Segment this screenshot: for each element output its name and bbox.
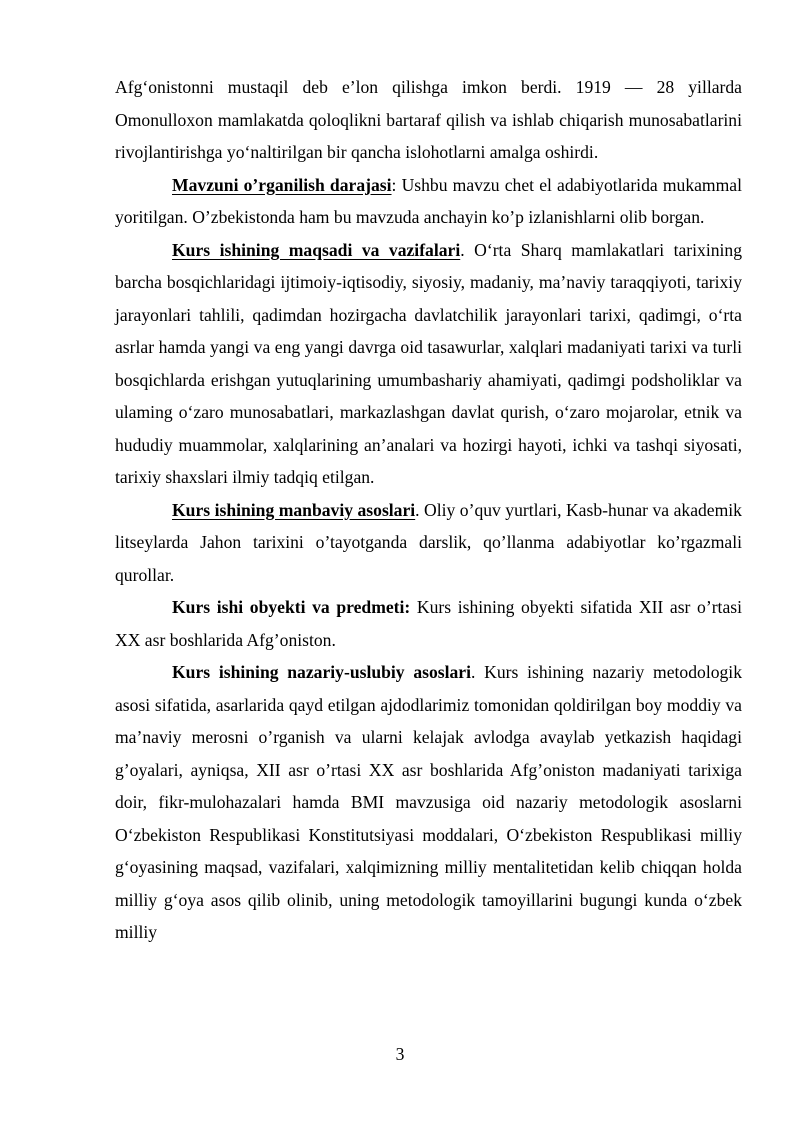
paragraph-body: Afg‘onistonni mustaqil deb e’lon qilishga imkon berdi. 1919 — 28 yillarda Omonulloxon mamlakatda qoloqlikni bartaraf qilish va ishlab chiqarish munosabatlarini rivojlantirishga yo‘naltirilgan bir qancha islohotlarni amalga oshirdi. [115, 77, 742, 162]
section-heading-goals: Kurs ishining maqsadi va vazifalari [172, 239, 461, 260]
paragraph-research-level [115, 169, 742, 234]
paragraph-methodology [115, 656, 742, 949]
paragraph-body: Kurs ishining obyekti sifatida XII asr o’rtasi XX asr boshlarida Afg’oniston. [115, 597, 742, 650]
paragraph-body: Ushbu mavzu chet el adabiyotlarida mukammal yoritilgan. O’zbekistonda ham bu mavzuda anchayin ko’p izlanishlarni olib borgan. [115, 174, 742, 227]
heading-separator: . [415, 499, 420, 520]
section-heading-research-level: Mavzuni o’rganilish darajasi [172, 174, 392, 195]
paragraph-body: O‘rta Sharq mamlakatlari tarixining barcha bosqichlaridagi ijtimoiy-iqtisodiy, siyosiy, madaniy, ma’naviy taraqqiyoti, tarixiy jarayonlari tahlili, qadimdan hozirgacha davlatchilik jarayonlari tarixi, qadimgi, o‘rta asrlar hamda yangi va eng yangi davrga oid tasawurlar, xalqlari madaniyati tarixi va turli bosqichlarda erishgan yutuqlarining umumbashariy ahamiyati, qadimgi podsholiklar va ulaming o‘zaro munosabatlari, markazlashgan davlat qurish, o‘zaro mojarolar, etnik va hududiy muammolar, xalqlarining an’analari va hozirgi hayoti, ichki va tashqi siyosati, tarixiy shaxslari ilmiy tadqiq etilgan. [115, 239, 742, 487]
document-page [115, 71, 742, 949]
page-number: 3 [395, 1044, 405, 1064]
paragraph-intro [115, 71, 742, 169]
heading-separator: . [471, 662, 476, 682]
paragraph-sources [115, 494, 742, 592]
section-heading-methodology: Kurs ishining nazariy-uslubiy asoslari [172, 662, 471, 682]
paragraph-object-subject [115, 591, 742, 656]
paragraph-body: Kurs ishining nazariy metodologik asosi sifatida, asarlarida qayd etilgan ajdodlarimiz tomonidan qoldirilgan boy moddiy va ma’naviy merosni o’rganish va ularni kelajak avlodga avaylab yetkazish haqidagi g’oyalari, ayniqsa, XII asr o’rtasi XX asr boshlarida Afg’oniston madaniyati tarixiga doir, fikr-mulohazalari hamda BMI mavzusiga oid nazariy metodologik asoslarni O‘zbekiston Respublikasi Konstitutsiyasi moddalari, O‘zbekiston Respublikasi milliy g‘oyasining maqsad, vazifalari, xalqimizning milliy mentalitetidan kelib chiqqan holda milliy g‘oya asos qilib olinib, uning metodologik tamoyillarini bugungi kunda o‘zbek milliy [115, 662, 742, 942]
paragraph-goals [115, 234, 742, 494]
section-heading-object-subject: Kurs ishi obyekti va predmeti: [172, 597, 411, 617]
heading-separator: . [460, 239, 465, 260]
heading-separator: : [391, 174, 397, 195]
paragraph-body: Oliy o’quv yurtlari, Kasb-hunar va akademik litseylarda Jahon tarixini o’tayotganda darslik, qo’llanma adabiyotlar ko’rgazmali qurollar. [115, 499, 742, 585]
section-heading-sources: Kurs ishining manbaviy asoslari [172, 499, 416, 520]
